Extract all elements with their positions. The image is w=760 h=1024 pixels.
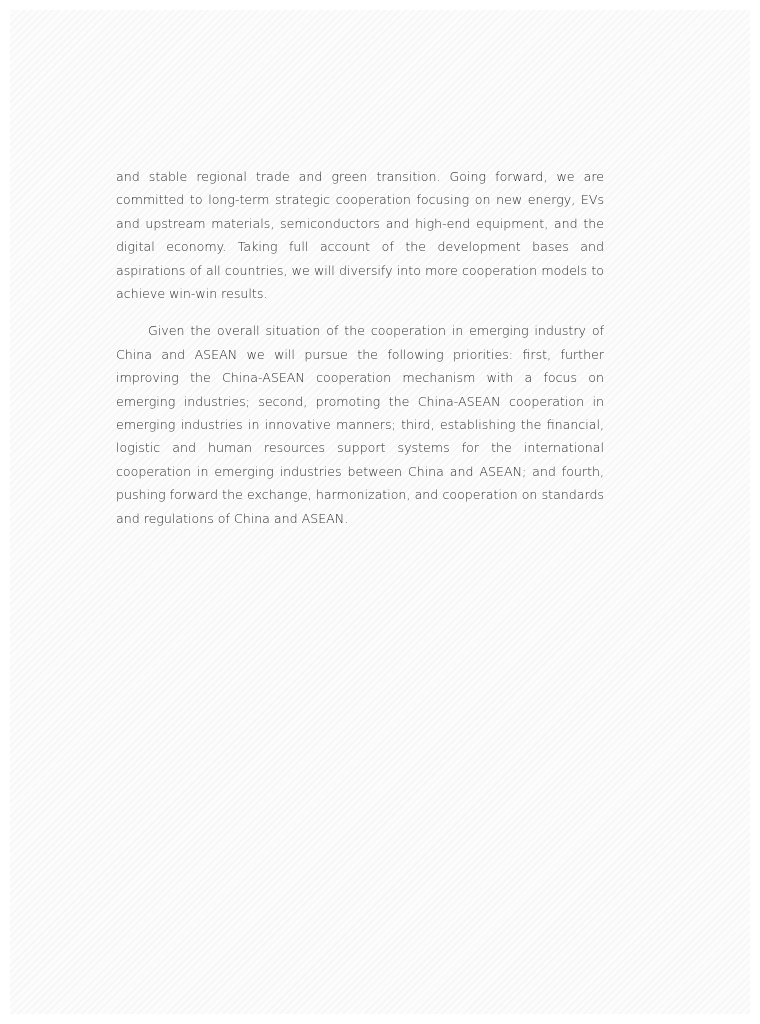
document-page [10, 10, 750, 1014]
body-text [116, 165, 604, 544]
paragraph-priorities: Given the overall situation of the cooperation in emerging industry of China and ASEAN we will pursue the following priorities: first, further improving the China-ASEAN cooperation mechanism with a focus on emerging industries; second, promoting the China-ASEAN cooperation in emerging industries in innovative manners; third, establishing the financial, logistic and human resources support systems for the international cooperation in emerging industries between China and ASEAN; and fourth, pushing forward the exchange, harmonization, and cooperation on standards and regulations of China and ASEAN. [116, 323, 604, 526]
paragraph-continuation: and stable regional trade and green transition. Going forward, we are committed to long-term strategic cooperation focusing on new energy, EVs and upstream materials, semiconductors and high-end equipment, and the digital economy. Taking full account of the development bases and aspirations of all countries, we will diversify into more cooperation models to achieve win-win results. [116, 169, 604, 302]
